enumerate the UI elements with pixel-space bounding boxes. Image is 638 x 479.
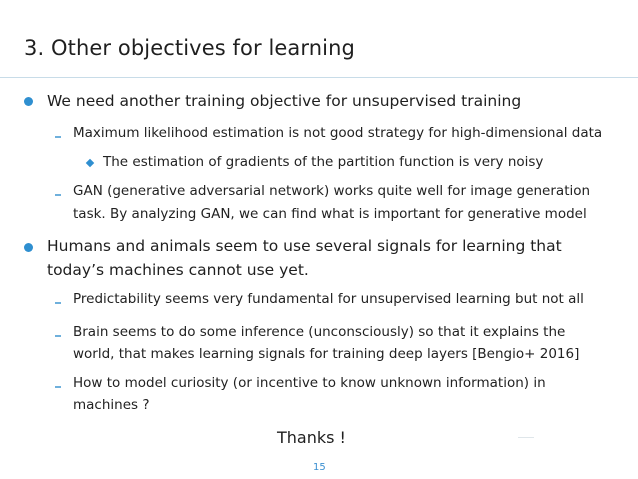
dash-icon (55, 136, 61, 138)
decorative-mark (518, 437, 534, 438)
title-divider (0, 77, 638, 78)
dash-icon (55, 194, 61, 196)
bullet-dot-icon (24, 243, 33, 252)
sub-bullet-2-3-line-1: How to model curiosity (or incentive to know unknown information) in (73, 375, 546, 391)
diamond-bullet-icon (86, 159, 94, 167)
sub-bullet-1-2-line-1: GAN (generative adversarial network) works quite well for image generation (73, 183, 591, 199)
sub-bullet-1-2-line-2: task. By analyzing GAN, we can find what is important for generative model (73, 206, 587, 222)
closing-text: Thanks ! (277, 428, 346, 447)
dash-icon (55, 386, 61, 388)
sub-bullet-2-2-line-1: Brain seems to do some inference (unconsciously) so that it explains the (73, 324, 566, 340)
sub-bullet-2-3-line-2: machines ? (73, 397, 150, 413)
bullet-dot-icon (24, 97, 33, 106)
dash-icon (55, 335, 61, 337)
sub-sub-bullet-1-1-1-text: The estimation of gradients of the partition function is very noisy (103, 154, 544, 170)
bullet-1-text: We need another training objective for unsupervised training (47, 92, 522, 110)
sub-bullet-1-1-text: Maximum likelihood estimation is not good strategy for high-dimensional data (73, 125, 603, 141)
bullet-2-line-1: Humans and animals seem to use several signals for learning that (47, 237, 562, 255)
sub-bullet-2-2-line-2: world, that makes learning signals for training deep layers [Bengio+ 2016] (73, 346, 580, 362)
sub-bullet-2-1-text: Predictability seems very fundamental for unsupervised learning but not all (73, 291, 584, 307)
slide-title: 3. Other objectives for learning (24, 36, 355, 60)
dash-icon (55, 302, 61, 304)
bullet-2-line-2: today’s machines cannot use yet. (47, 261, 309, 279)
page-number: 15 (313, 462, 326, 473)
